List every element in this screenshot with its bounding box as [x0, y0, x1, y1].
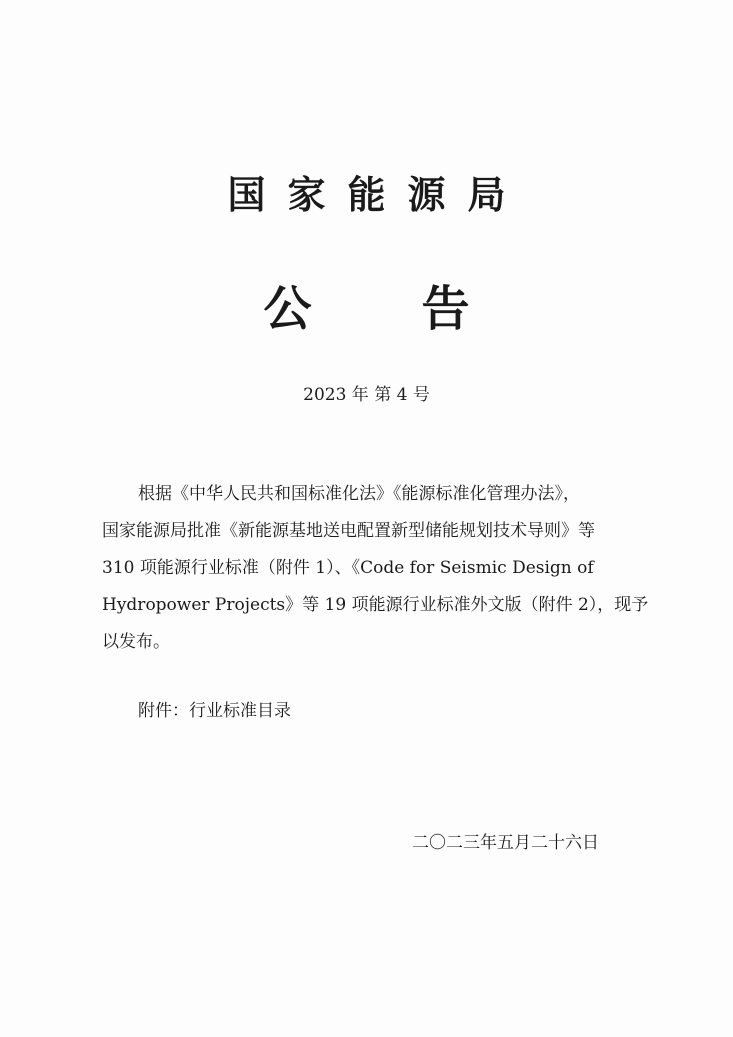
- attachment-note: 附件：行业标准目录: [138, 701, 291, 721]
- document-number: 2023 年 第 4 号: [303, 385, 430, 405]
- body-line: 根据《中华人民共和国标准化法》《能源标准化管理办法》，: [138, 484, 580, 504]
- body-line: 310 项能源行业标准（附件 1）、《Code for Seismic Design of: [102, 558, 594, 578]
- document-type-heading: 公告: [263, 281, 580, 337]
- issuing-agency-title: 国家能源局: [227, 172, 528, 217]
- issue-date: 二〇二三年五月二十六日: [412, 833, 599, 853]
- body-line: Hydropower Projects》等 19 项能源行业标准外文版（附件 2），现予: [102, 595, 649, 615]
- body-line: 国家能源局批准《新能源基地送电配置新型储能规划技术导则》等: [102, 521, 595, 541]
- body-line: 以发布。: [102, 632, 170, 652]
- announcement-body: [102, 476, 647, 661]
